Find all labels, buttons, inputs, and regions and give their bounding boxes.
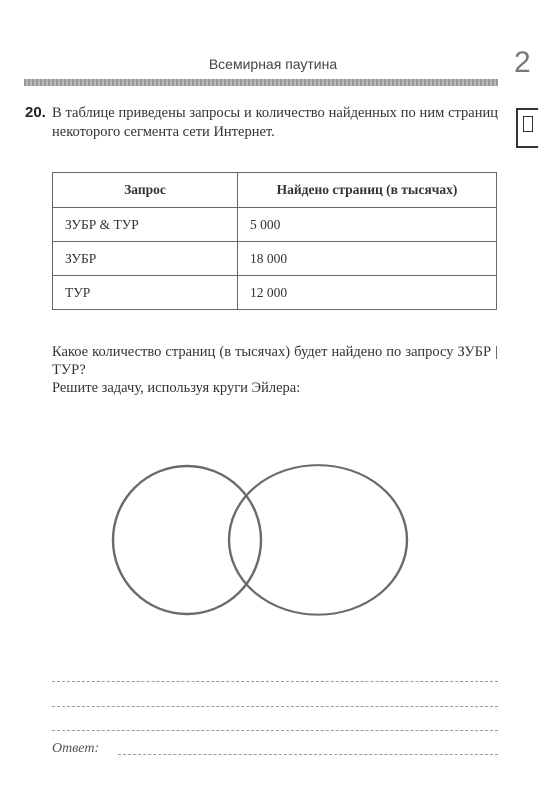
table-row [53, 208, 497, 242]
table-row [53, 276, 497, 310]
table-cell: ТУР [53, 276, 238, 310]
table-cell: 18 000 [238, 242, 497, 276]
task-number: 20. [25, 104, 46, 121]
answer-work-line[interactable] [52, 706, 498, 707]
answer-work-line[interactable] [52, 681, 498, 682]
page-header-title: Всемирная паутина [208, 56, 338, 72]
euler-circle-left [113, 466, 261, 614]
table-header-row [53, 173, 497, 208]
task-question [52, 343, 498, 397]
instruction-text: Решите задачу, используя круги Эйлера: [52, 380, 301, 396]
table-row [53, 242, 497, 276]
euler-circle-right [229, 465, 407, 615]
table-cell: 12 000 [238, 276, 497, 310]
answer-input-line[interactable] [118, 754, 498, 755]
page-number: 2 [514, 46, 531, 79]
table-header-cell: Найдено страниц (в тысячах) [238, 173, 497, 208]
answer-label: Ответ: [52, 741, 100, 756]
table-cell: ЗУБР [53, 242, 238, 276]
table-cell: ЗУБР & ТУР [53, 208, 238, 242]
question-text: Какое количество страниц (в тысячах) будет найдено по запросу ЗУБР | ТУР? [52, 344, 498, 378]
header-rule [24, 79, 498, 86]
query-table [52, 172, 497, 310]
table-cell: 5 000 [238, 208, 497, 242]
task-intro: В таблице приведены запросы и количество найденных по ним страниц некоторого сегмента сети Интернет. [52, 105, 498, 140]
table-header-cell: Запрос [53, 173, 238, 208]
answer-work-line[interactable] [52, 730, 498, 731]
euler-circles-diagram [105, 450, 415, 630]
computer-icon [516, 108, 538, 148]
